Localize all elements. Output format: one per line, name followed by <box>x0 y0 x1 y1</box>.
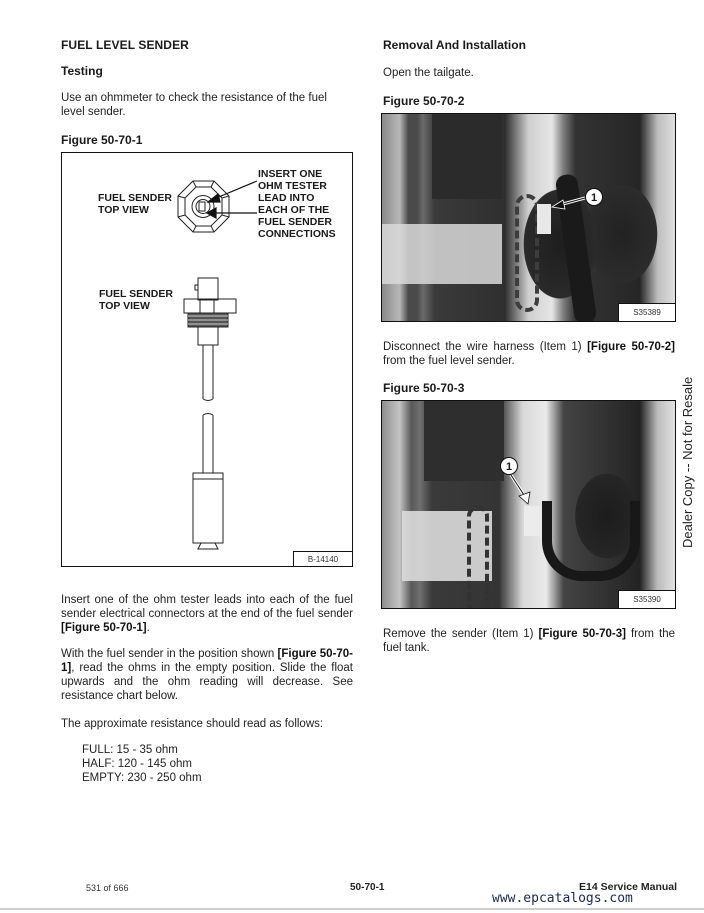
figure-id-s35389: S35389 <box>618 303 675 321</box>
resistance-full: FULL: 15 - 35 ohm <box>82 744 178 756</box>
section-title-removal: Removal And Installation <box>383 38 526 52</box>
footer-divider <box>0 908 704 910</box>
manual-title: E14 Service Manual <box>579 881 678 893</box>
figure-caption-50-70-2: Figure 50-70-2 <box>383 94 465 108</box>
callout-arrow-icon <box>382 114 676 322</box>
figure-id-b-14140: B-14140 <box>293 551 352 566</box>
arrow-icon <box>207 181 257 218</box>
intro-paragraph: Use an ohmmeter to check the resistance of the fuel level sender. <box>61 92 327 118</box>
callout-item-1: 1 <box>500 457 518 475</box>
paragraph-text: Insert one of the ohm tester leads into each of the fuel sender electrical connectors at the end of the fuel sender <box>61 594 353 620</box>
label-fuel-sender-top-view: FUEL SENDER TOP VIEW <box>98 192 172 216</box>
figure-caption-50-70-3: Figure 50-70-3 <box>383 381 465 395</box>
fuel-sender-drawing <box>62 153 354 568</box>
step-disconnect-harness <box>383 340 675 368</box>
label-instruction: INSERT ONE OHM TESTER LEAD INTO EACH OF THE FUEL SENDER CONNECTIONS <box>258 168 336 240</box>
resistance-list <box>82 743 202 785</box>
sender-side-view-icon <box>184 278 236 549</box>
label-fuel-sender-side-view: FUEL SENDER TOP VIEW <box>99 288 173 312</box>
figure-ref-50-70-1[interactable]: [Figure 50-70-1] <box>61 648 353 674</box>
figure-caption-50-70-1: Figure 50-70-1 <box>61 133 143 147</box>
paragraph-text: With the fuel sender in the position shown <box>61 648 278 660</box>
step-open-tailgate: Open the tailgate. <box>383 67 474 79</box>
subsection-title-testing: Testing <box>61 64 103 78</box>
callout-item-1: 1 <box>585 188 603 206</box>
paragraph-text: from the fuel tank. <box>383 628 675 654</box>
figure-50-70-2-photo <box>381 113 676 322</box>
callout-arrow-icon <box>382 401 676 609</box>
sender-top-view-icon <box>178 181 229 232</box>
paragraph-text: , read the ohms in the empty position. Slide the float upwards and the ohm reading will decrease. See resistance chart below. <box>61 662 353 702</box>
paragraph-read-ohms <box>61 647 353 703</box>
figure-50-70-1 <box>61 152 353 567</box>
figure-ref-50-70-1[interactable]: [Figure 50-70-1] <box>61 622 147 634</box>
figure-50-70-3-photo <box>381 400 676 609</box>
section-title: FUEL LEVEL SENDER <box>61 38 189 52</box>
dealer-copy-watermark: Dealer Copy -- Not for Resale <box>680 376 695 548</box>
site-watermark-link[interactable]: www.epcatalogs.com <box>492 891 633 906</box>
resistance-half: HALF: 120 - 145 ohm <box>82 758 192 770</box>
page-count: 531 of 666 <box>86 883 129 893</box>
paragraph-text: Disconnect the wire harness (Item 1) <box>383 341 588 353</box>
figure-ref-50-70-3[interactable]: [Figure 50-70-3] <box>538 628 626 640</box>
paragraph-text: from the fuel level sender. <box>383 355 515 367</box>
paragraph-approximate-resistance: The approximate resistance should read as follows: <box>61 718 324 730</box>
figure-id-s35390: S35390 <box>618 590 675 608</box>
paragraph-text: Remove the sender (Item 1) <box>383 628 539 640</box>
paragraph-text: . <box>146 622 150 634</box>
figure-ref-50-70-2[interactable]: [Figure 50-70-2] <box>587 341 675 353</box>
resistance-empty: EMPTY: 230 - 250 ohm <box>82 772 202 784</box>
paragraph-insert-leads <box>61 593 353 635</box>
page-number: 50-70-1 <box>350 882 385 893</box>
step-remove-sender <box>383 627 675 655</box>
